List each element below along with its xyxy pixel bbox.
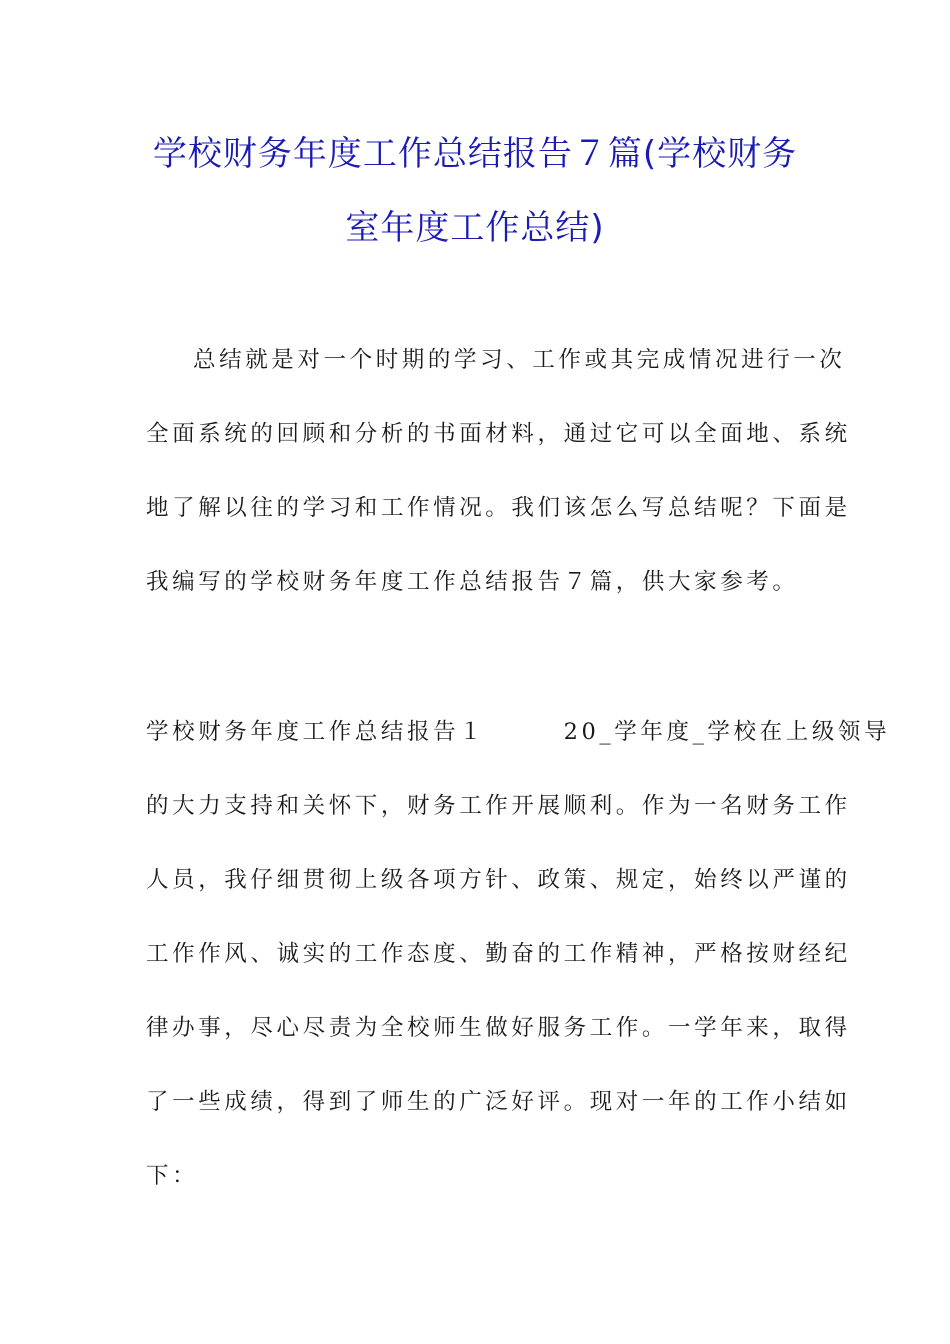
section-1-line: 工作作风、诚实的工作态度、勤奋的工作精神，严格按财经纪 bbox=[146, 941, 851, 967]
section-1-line: 律办事，尽心尽责为全校师生做好服务工作。一学年来，取得 bbox=[146, 1015, 851, 1041]
document-title-line-1: 学校财务年度工作总结报告７篇(学校财务 bbox=[152, 134, 798, 174]
intro-paragraph-line: 总结就是对一个时期的学习、工作或其完成情况进行一次 bbox=[193, 347, 846, 373]
document-title-line-2: 室年度工作总结) bbox=[345, 208, 605, 248]
section-1-line: 人员，我仔细贯彻上级各项方针、政策、规定，始终以严谨的 bbox=[146, 867, 851, 893]
intro-paragraph-line: 全面系统的回顾和分析的书面材料，通过它可以全面地、系统 bbox=[146, 421, 851, 447]
intro-paragraph-line: 我编写的学校财务年度工作总结报告７篇，供大家参考。 bbox=[146, 569, 799, 595]
section-1-line: 学校财务年度工作总结报告１ 20_学年度_学校在上级领导 bbox=[146, 719, 891, 745]
section-1-line: 了一些成绩，得到了师生的广泛好评。现对一年的工作小结如 bbox=[146, 1089, 851, 1115]
section-1-line: 下： bbox=[146, 1163, 199, 1189]
intro-paragraph-line: 地了解以往的学习和工作情况。我们该怎么写总结呢？下面是 bbox=[146, 495, 851, 521]
section-1-line: 的大力支持和关怀下，财务工作开展顺利。作为一名财务工作 bbox=[146, 793, 851, 819]
